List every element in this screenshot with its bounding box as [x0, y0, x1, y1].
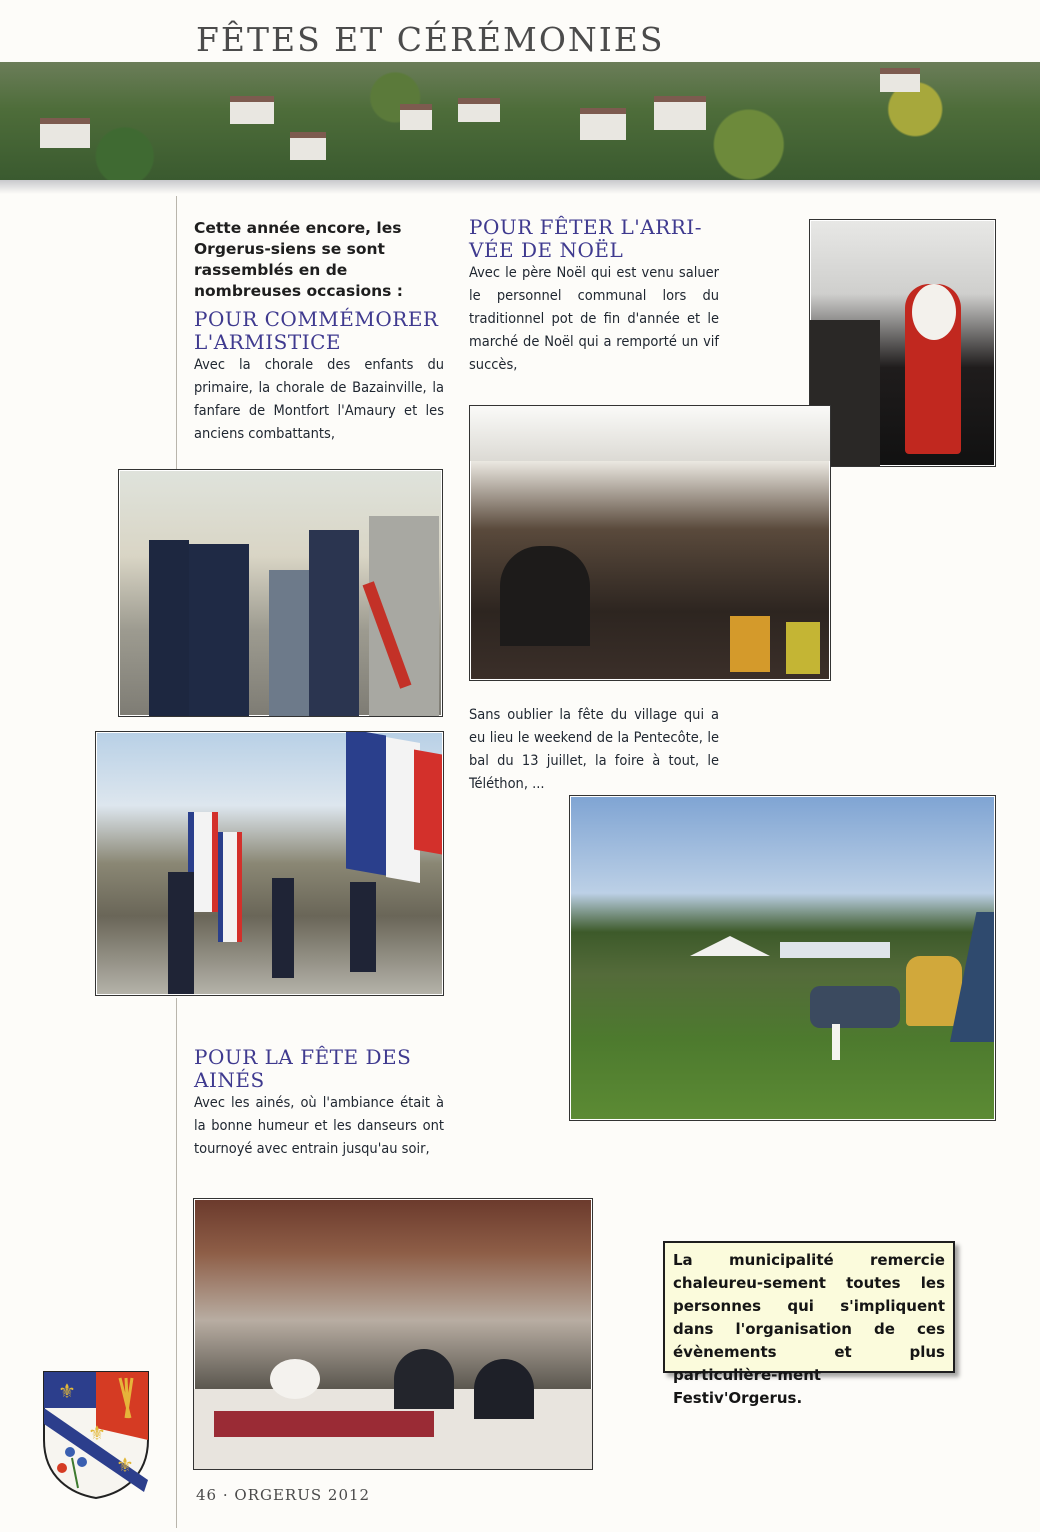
section-armistice — [194, 308, 444, 446]
column-divider-bottom — [176, 998, 177, 1528]
page-title: FÊTES ET CÉRÉMONIES — [196, 20, 665, 59]
svg-text:⚜: ⚜ — [116, 1453, 134, 1477]
column-divider-top — [176, 196, 177, 470]
thanks-text: La municipalité remercie chaleureu-sement toutes les personnes qui s'impliquent dans l'organisation de ces évènements et plus particulière-ment Festiv'Orgerus. — [673, 1251, 945, 1407]
photo-armistice-flags — [95, 731, 444, 996]
section-noel — [469, 216, 719, 377]
section-text-noel: Avec le père Noël qui est venu saluer le personnel communal lors du traditionnel pot de fin d'année et le marché de Noël qui a remporté un vif succès, — [469, 265, 719, 373]
section-title-armistice: POUR COMMÉMORER L'ARMISTICE — [194, 307, 439, 354]
photo-christmas-market — [469, 405, 831, 681]
banner-shadow — [0, 180, 1040, 194]
intro-text: Cette année encore, les Orgerus-siens se sont rassemblés en de nombreuses occasions : — [194, 219, 404, 300]
photo-seniors-banquet — [193, 1198, 593, 1470]
section-text-armistice: Avec la chorale des enfants du primaire, la chorale de Bazainville, la fanfare de Montfort l'Amaury et les anciens combattants, — [194, 357, 444, 442]
photo-santa-claus — [809, 219, 996, 467]
section-aines — [194, 1046, 444, 1161]
svg-text:⚜: ⚜ — [88, 1421, 106, 1445]
svg-text:⚜: ⚜ — [58, 1379, 76, 1403]
section-title-aines: POUR LA FÊTE DES AINÉS — [194, 1045, 412, 1092]
coat-of-arms-emblem — [40, 1368, 152, 1500]
section-text-aines: Avec les ainés, où l'ambiance était à la bonne humeur et les danseurs ont tournoyé avec entrain jusqu'au soir, — [194, 1095, 444, 1157]
photo-armistice-veterans — [118, 469, 443, 717]
section-title-noel: POUR FÊTER L'ARRI-VÉE DE NOËL — [469, 215, 702, 262]
thanks-box — [663, 1241, 955, 1407]
photo-village-fair — [569, 795, 996, 1121]
page-footer: 46 · ORGERUS 2012 — [196, 1486, 371, 1504]
section-text-village: Sans oublier la fête du village qui a eu lieu le weekend de la Pentecôte, le bal du 13 juillet, la foire à tout, le Téléthon, ... — [469, 707, 719, 792]
aerial-village-banner — [0, 62, 1040, 180]
